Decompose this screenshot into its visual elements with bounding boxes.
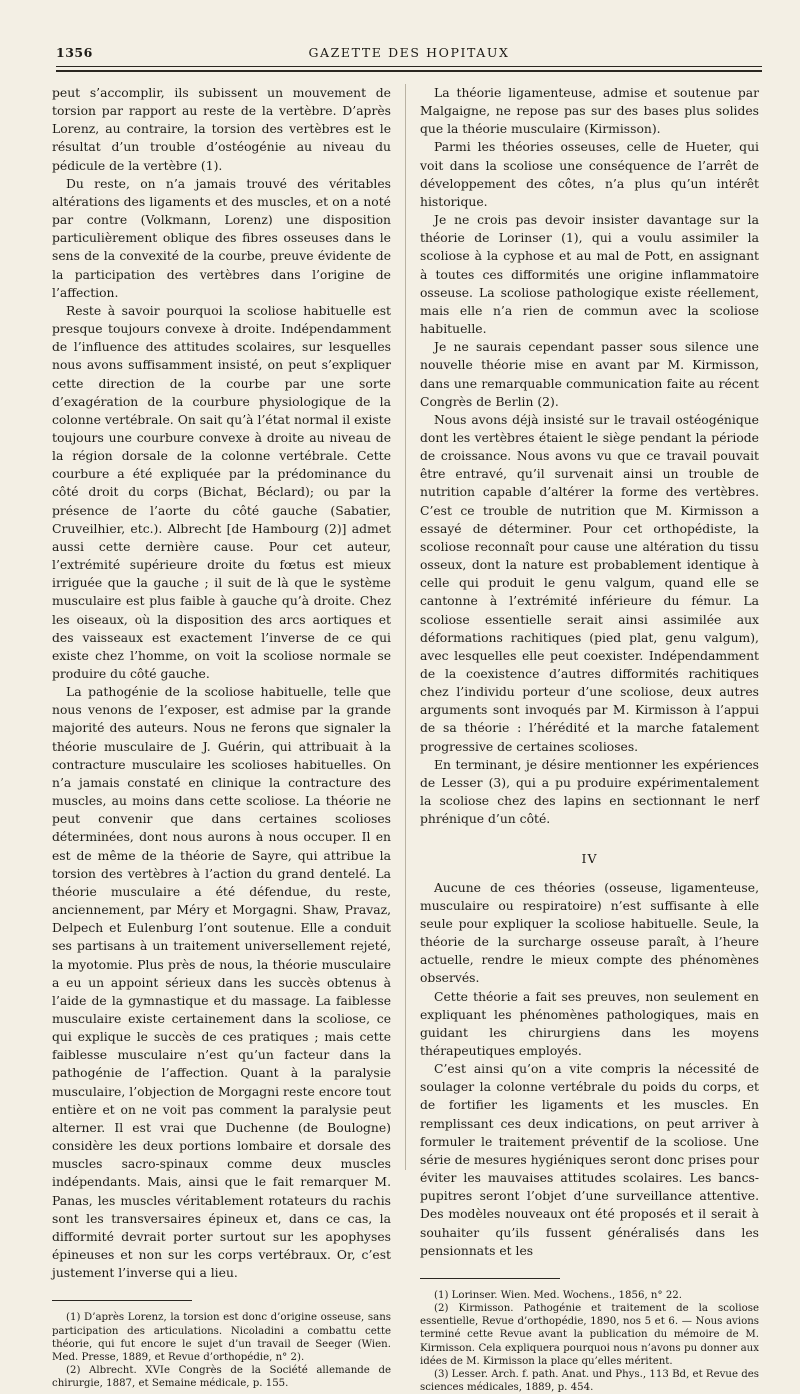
left-column [52, 84, 391, 1391]
paragraph: La théorie ligamenteuse, admise et soutenue par Malgaigne, ne repose pas sur des bases plus solides que la théorie musculaire (Kirmisson). [420, 86, 759, 137]
footnote: (2) Kirmisson. Pathogénie et traitement de la scoliose essentielle, Revue d’orthopédie, 1890, nos 5 et 6. — Nous avions terminé cette Revue avant la publication du mémoire de M. Kirmisson. Cela expliquera pourquoi nous n’avons pu donner aux idées de M. Kirmisson la place qu’elles méritent. [420, 1303, 759, 1367]
paragraph: Aucune de ces théories (osseuse, ligamenteuse, musculaire ou respiratoire) n’est suffisante à elle seule pour expliquer la scoliose habituelle. Seule, la théorie de la surcharge osseuse paraît, à l’heure actuelle, rendre le mieux compte des phénomènes observés. [420, 880, 759, 986]
paragraph: Parmi les théories osseuses, celle de Hueter, qui voit dans la scoliose une conséquence de l’arrêt de développement des côtes, n’a plus qu’un intérêt historique. [420, 140, 759, 209]
paragraph: Du reste, on n’a jamais trouvé des véritables altérations des ligaments et des muscles, et on a noté par contre (Volkmann, Lorenz) une disposition particulièrement oblique des fibres osseuses dans le sens de la convexité de la courbe, preuve évidente de la participation des vertèbres dans l’origine de l’affection. [52, 176, 391, 300]
header-rule-thin [56, 66, 762, 67]
footnote: (3) Lesser. Arch. f. path. Anat. und Phys., 113 Bd, et Revue des sciences médicales, 1889, p. 454. [420, 1369, 759, 1394]
paragraph: Reste à savoir pourquoi la scoliose habituelle est presque toujours convexe à droite. Indépendamment de l’influence des attitudes scolaires, sur lesquelles nous avons suffisamment insisté, on peut s’expliquer cette direction de la courbe par une sorte d’exagération de la courbure physiologique de la colonne vertébrale. On sait qu’à l’état normal il existe toujours une courbure convexe à droite au niveau de la région dorsale de la colonne vertébrale. Cette courbure a été expliquée par la prédominance du côté droit du corps (Bichat, Béclard); ou par la présence de l’aorte du côté gauche (Sabatier, Cruveilhier, etc.). Albrecht [de Hambourg (2)] admet aussi cette dernière cause. Pour cet auteur, l’extrémité supérieure droite du fœtus est mieux irriguée que la gauche ; il suit de là que le système musculaire est plus faible à gauche qu’à droite. Chez les oiseaux, où la disposition des arcs aortiques et des vaisseaux est exactement l’inverse de ce qui existe chez l’homme, on voit la scoliose normale se produire du côté gauche. [52, 303, 391, 681]
footnote: (1) D’après Lorenz, la torsion est donc d’origine osseuse, sans participation des articulations. Nicoladini a combattu cette théorie, qui fut encore le sujet d’un travail de Seeger (Wien. Med. Presse, 1889, et Revue d’orthopédie, n° 2). [52, 1312, 391, 1363]
paragraph: peut s’accomplir, ils subissent un mouvement de torsion par rapport au reste de la vertèbre. D’après Lorenz, au contraire, la torsion des vertèbres est le résultat d’un trouble d’ostéogénie au niveau du pédicule de la vertèbre (1). [52, 86, 391, 173]
footnote: (2) Albrecht. XVIe Congrès de la Société allemande de chirurgie, 1887, et Semaine médicale, p. 155. [52, 1365, 391, 1390]
footnote: (1) Lorinser. Wien. Med. Wochens., 1856, n° 22. [434, 1289, 683, 1301]
paragraph: Je ne crois pas devoir insister davantage sur la théorie de Lorinser (1), qui a voulu assimiler la scoliose à la cyphose et au mal de Pott, en assignant à toutes ces difformités une origine inflammatoire osseuse. La scoliose pathologique existe réellement, mais elle n’a rien de commun avec la scoliose habituelle. [420, 213, 759, 337]
paragraph: La pathogénie de la scoliose habituelle, telle que nous venons de l’exposer, est admise par la grande majorité des auteurs. Nous ne ferons que signaler la théorie musculaire de J. Guérin, qui attribuait à la contracture musculaire les scolioses habituelles. On n’a jamais constaté en clinique la contracture des muscles, au moins dans cette scoliose. La théorie ne peut convenir que dans certaines scolioses déterminées, dont nous aurons à nous occuper. Il en est de même de la théorie de Sayre, qui attribue la torsion des vertèbres à l’action du grand dentelé. La théorie musculaire a été défendue, du reste, anciennement, par Méry et Morgagni. Shaw, Pravaz, Delpech et Eulenburg l’ont soutenue. Elle a conduit ses partisans à un traitement universellement rejeté, la myotomie. Plus près de nous, la théorie musculaire a eu un appoint sérieux dans les succès obtenus à l’aide de la gymnastique et du massage. La faiblesse musculaire existe certainement dans la scoliose, ce qui explique le succès de ces pratiques ; mais cette faiblesse musculaire n’est qu’un facteur dans la pathogénie de l’affection. Quant à la paralysie musculaire, l’objection de Morgagni reste encore tout entière et on ne voit pas comment la paralysie peut alterner. Il est vrai que Duchenne (de Boulogne) considère les deux portions lombaire et dorsale des muscles sacro-spinaux comme deux muscles indépendants. Mais, ainsi que le fait remarquer M. Panas, les muscles véritablement rotateurs du rachis sont les transversaires épineux et, dans ce cas, la difformité devrait porter surtout sur les apophyses épineuses et non sur les corps vertébraux. Or, c’est justement l’inverse qui a lieu. [52, 685, 391, 1281]
paragraph: Cette théorie a fait ses preuves, non seulement en expliquant les phénomènes pathologiques, mais en guidant les chirurgiens dans les moyens thérapeutiques employés. [420, 989, 759, 1058]
running-title: GAZETTE DES HOPITAUX [308, 45, 510, 60]
paragraph: Je ne saurais cependant passer sous silence une nouvelle théorie mise en avant par M. Kirmisson, dans une remarquable communication faite au récent Congrès de Berlin (2). [420, 340, 759, 409]
right-column [420, 84, 759, 1394]
paragraph: C’est ainsi qu’on a vite compris la nécessité de soulager la colonne vertébrale du poids du corps, et de fortifier les ligaments et les muscles. En remplissant ces deux indications, on peut arriver à formuler le traitement préventif de la scoliose. Une série de mesures hygiéniques seront donc prises pour éviter les mauvaises attitudes scolaires. Les bancs-pupitres seront l’objet d’une surveillance attentive. Des modèles nouveaux ont été proposés et il serait à souhaiter qu’ils fussent généralisés dans les pensionnats et les [420, 1062, 759, 1258]
footnote-rule [52, 1300, 192, 1301]
header-rule-thick [56, 70, 762, 72]
page-number: 1356 [56, 45, 93, 60]
footnote-rule [420, 1278, 560, 1279]
paragraph: En terminant, je désire mentionner les expériences de Lesser (3), qui a pu produire expérimentalement la scoliose chez des lapins en sectionnant le nerf phrénique d’un côté. [420, 757, 759, 827]
paragraph: Nous avons déjà insisté sur le travail ostéogénique dont les vertèbres étaient le siège pendant la période de croissance. Nous avons vu que ce travail pouvait être entravé, qu’il survenait ainsi un trouble de nutrition capable d’altérer la forme des vertèbres. C’est ce trouble de nutrition que M. Kirmisson a essayé de déterminer. Pour cet orthopédiste, la scoliose reconnaît pour cause une altération du tissu osseux, dont la nature est probablement identique à celle qui produit le genu valgum, quand elle se cantonne à l’extrémité inférieure du fémur. La scoliose essentielle serait ainsi assimilée aux déformations rachitiques (pied plat, genu valgum), avec lesquelles elle peut coexister. Indépendamment de la coexistence d’autres difformités rachitiques chez l’individu porteur d’une scoliose, deux autres arguments sont invoqués par M. Kirmisson à l’appui de sa théorie : l’hérédité et la marche fatalement progressive de certaines scolioses. [420, 412, 759, 754]
section-heading: IV [581, 851, 598, 867]
column-divider [405, 84, 406, 1170]
page-header [56, 40, 762, 64]
